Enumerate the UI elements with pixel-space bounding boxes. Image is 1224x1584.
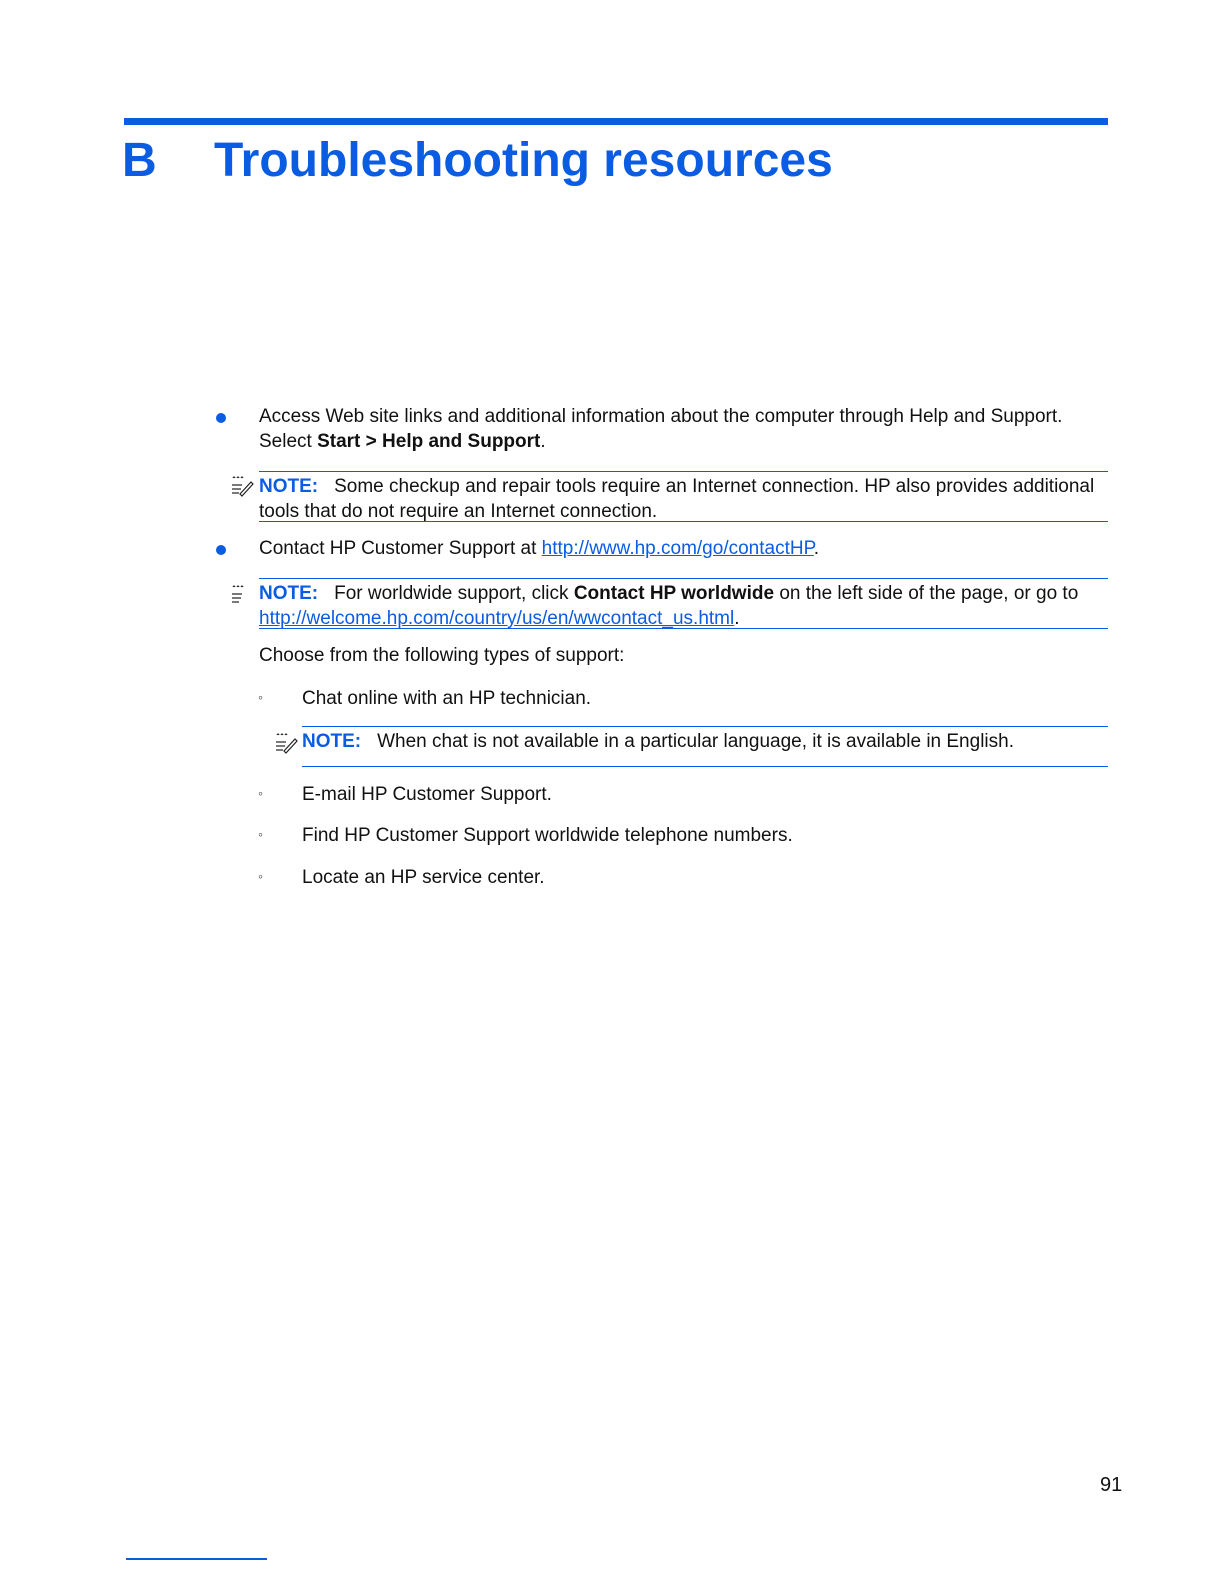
contact-hp-link[interactable]: http://www.hp.com/go/contactHP [541, 538, 814, 559]
list-item-help-support [259, 404, 1109, 454]
chapter-title: Troubleshooting resources [214, 134, 833, 187]
sub-item-phone-numbers: Find HP Customer Support worldwide telephone numbers. [302, 825, 793, 846]
note-pencil-icon [230, 583, 254, 607]
select-suffix: . [540, 431, 546, 452]
list-item-contact-support [259, 536, 1109, 561]
note-label: NOTE: [302, 731, 362, 752]
note-internet-tools [259, 471, 1108, 522]
note-label: NOTE: [259, 583, 319, 604]
chapter-top-rule [124, 118, 1108, 125]
contact-worldwide-label: Contact HP worldwide [573, 583, 775, 604]
note-suffix: . [734, 608, 740, 629]
sub-bullet-marker: ◦ [258, 826, 263, 842]
select-path: Start > Help and Support [317, 431, 541, 452]
note-text: Some checkup and repair tools require an Internet connection. HP also provides additional tools that do not require an Internet connection. [259, 476, 1095, 522]
sub-bullet-marker: ◦ [258, 868, 263, 884]
note-pencil-icon [230, 474, 254, 498]
note-pencil-icon [274, 731, 298, 755]
note-chat-language [302, 726, 1108, 767]
bullet-dot [216, 413, 226, 423]
sub-item-chat: Chat online with an HP technician. [302, 688, 592, 709]
footer-rule [126, 1558, 267, 1560]
sub-bullet-marker: ◦ [258, 689, 263, 705]
note-label: NOTE: [259, 476, 319, 497]
wwcontact-link[interactable]: http://welcome.hp.com/country/us/en/wwcontact_us.html [259, 608, 735, 629]
contact-suffix: . [813, 538, 820, 559]
note-text: When chat is not available in a particular language, it is available in English. [377, 731, 1014, 752]
chapter-letter: B [122, 134, 157, 187]
chapter-heading [122, 132, 833, 190]
bullet-text: Access Web site links and additional information about the computer through Help and Support. [259, 406, 1063, 427]
note-text-before: For worldwide support, click [334, 583, 574, 604]
select-prefix: Select [259, 431, 318, 452]
sub-item-email: E-mail HP Customer Support. [302, 784, 552, 805]
support-types-intro: Choose from the following types of support: [259, 645, 625, 666]
note-worldwide-support [259, 578, 1108, 629]
contact-prefix: Contact HP Customer Support at [259, 538, 542, 559]
note-text-after: on the left side of the page, or go to [774, 583, 1079, 604]
sub-bullet-marker: ◦ [258, 785, 263, 801]
page-number: 91 [1100, 1474, 1123, 1496]
bullet-dot [216, 545, 226, 555]
sub-item-service-center: Locate an HP service center. [302, 867, 545, 888]
